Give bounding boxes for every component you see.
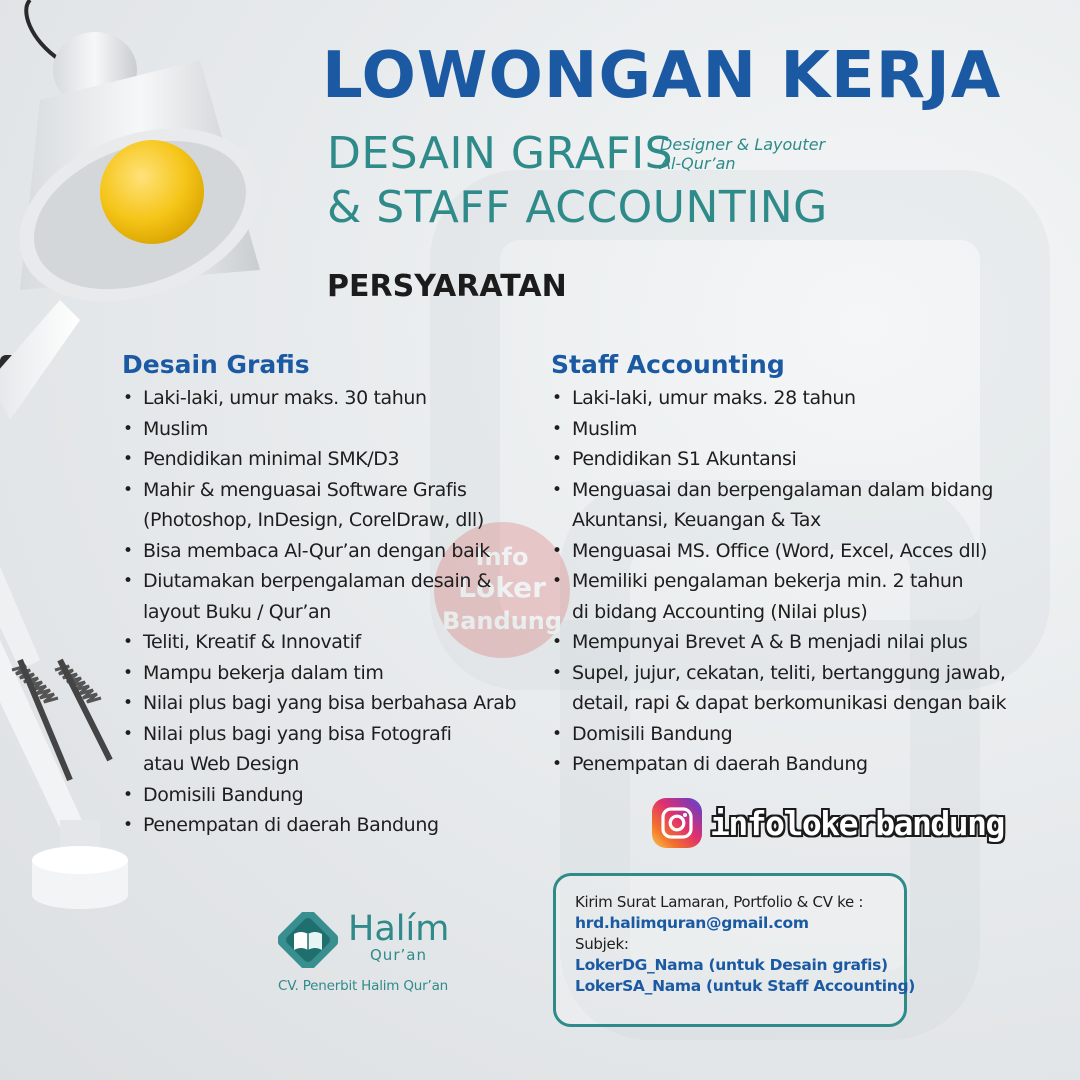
requirement-text: Akuntansi, Keuangan & Tax [572,509,821,531]
page-title: LOWONGAN KERJA [322,39,1002,113]
requirement-item [122,719,552,780]
requirements-heading: PERSYARATAN [327,269,567,304]
requirement-item [122,444,552,475]
requirement-item [551,383,1051,414]
quran-book-icon [278,912,338,968]
instagram-badge[interactable] [652,796,1004,850]
requirement-item [551,658,1051,719]
requirement-text: • Laki-laki, umur maks. 28 tahun [572,387,856,409]
staff-accounting-list [551,383,1051,780]
instagram-icon [652,798,702,848]
requirement-text: • Menguasai MS. Office (Word, Excel, Acces dll) [572,539,988,562]
requirement-item [551,444,1051,475]
requirement-item [122,688,552,719]
requirement-text: atau Web Design [143,753,299,775]
instagram-handle[interactable]: infolokerbandung [710,803,1004,843]
requirement-text: • Memiliki pengalaman bekerja min. 2 tahun [572,570,964,592]
requirement-text: • Nilai plus bagi yang bisa Fotografi [143,722,452,745]
requirement-text: • Muslim [143,417,208,440]
job-title-note-line: Al-Qur’an [660,154,736,173]
requirement-item [122,658,552,689]
watermark-text: Loker [458,571,546,604]
requirement-text: • Mempunyai Brevet A & B menjadi nilai plus [572,631,968,653]
job-title-note [660,135,825,173]
requirement-text: • Pendidikan S1 Akuntansi [572,448,797,470]
requirement-text: • Teliti, Kreatif & Innovatif [143,631,361,653]
requirement-item [122,566,552,627]
requirement-item [122,414,552,445]
contact-intro: Kirim Surat Lamaran, Portfolio & CV ke : [575,893,864,911]
requirement-text: • Muslim [572,417,637,440]
requirement-text: • Pendidikan minimal SMK/D3 [143,448,400,470]
staff-accounting-heading: Staff Accounting [551,350,785,379]
desain-grafis-heading: Desain Grafis [122,350,310,379]
company-logo [278,910,478,1000]
requirement-item [122,810,552,841]
requirement-item [551,749,1051,780]
requirement-item [551,414,1051,445]
requirement-item [122,475,552,536]
contact-box [553,873,916,1027]
desain-grafis-list [122,383,552,841]
requirement-text: (Photoshop, InDesign, CorelDraw, dll) [143,509,484,531]
requirement-item [551,627,1051,658]
requirement-text: layout Buku / Qur’an [143,600,331,623]
requirement-text: • Domisili Bandung [143,783,304,806]
requirement-text: • Supel, jujur, cekatan, teliti, bertanggung jawab, [572,661,1006,684]
requirement-text: • Penempatan di daerah Bandung [143,814,439,836]
requirement-item [551,719,1051,750]
company-name: CV. Penerbit Halim Qur’an [278,978,449,994]
requirement-item [551,475,1051,536]
requirement-item [122,383,552,414]
requirement-text: • Diutamakan berpengalaman desain & [143,570,492,592]
requirement-text: • Mahir & menguasai Software Grafis [143,478,467,501]
requirement-text: • Nilai plus bagi yang bisa berbahasa Arab [143,692,517,714]
requirement-text: • Domisili Bandung [572,722,733,745]
logo-subtitle: Qur’an [370,946,427,964]
staff-accounting-requirements [551,350,1051,780]
requirement-text: • Penempatan di daerah Bandung [572,753,868,775]
requirement-text: • Mampu bekerja dalam tim [143,661,384,684]
contact-email[interactable]: hrd.halimquran@gmail.com [575,914,809,932]
subject-label: Subjek: [575,935,629,953]
watermark-text: Info [475,543,529,571]
requirement-item [551,536,1051,567]
desain-grafis-requirements [122,350,552,841]
requirement-item [551,566,1051,627]
subject-desain-grafis: LokerDG_Nama (untuk Desain grafis) [575,956,888,974]
job-title-note-line: Designer & Layouter [660,135,826,154]
requirement-text: • Laki-laki, umur maks. 30 tahun [143,387,427,409]
requirement-item [122,627,552,658]
requirement-text: detail, rapi & dapat berkomunikasi dengan baik [572,692,1007,714]
watermark-text: Bandung [441,607,563,635]
requirement-item [122,536,552,567]
requirement-text: • Menguasai dan berpengalaman dalam bidang [572,478,994,501]
subject-staff-accounting: LokerSA_Nama (untuk Staff Accounting) [575,977,916,995]
requirement-item [122,780,552,811]
requirement-text: di bidang Accounting (Nilai plus) [572,600,868,623]
requirement-text: • Bisa membaca Al-Qur’an dengan baik [143,539,490,562]
logo-name: Halím [348,909,450,949]
job-title-desain-grafis: DESAIN GRAFIS [327,128,674,179]
job-title-staff-accounting: & STAFF ACCOUNTING [327,182,828,233]
